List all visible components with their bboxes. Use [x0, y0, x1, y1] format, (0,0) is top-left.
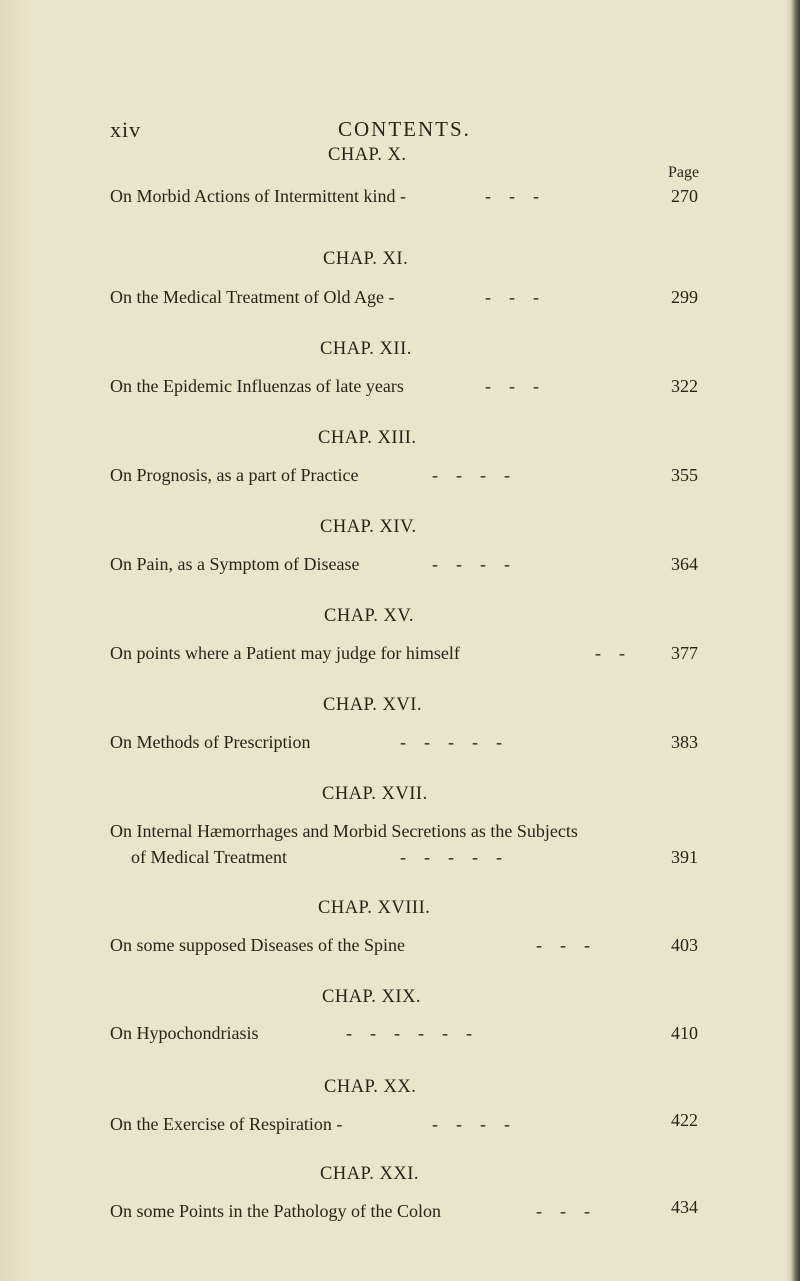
page-column-label: Page [668, 164, 700, 181]
page-number: 422 [671, 1110, 698, 1130]
leader-dashes: - - - [485, 186, 539, 206]
page-number: 410 [671, 1023, 698, 1043]
leader-dashes: - - - - [432, 1114, 510, 1134]
chapter-title: On some Points in the Pathology of the Colon [110, 1201, 441, 1221]
chapter-title: On Methods of Prescription [110, 732, 311, 752]
page-number: 377 [671, 643, 698, 663]
page-shadow [0, 0, 30, 1281]
leader-dashes: - - [595, 643, 625, 663]
leader-dashes: - - - [485, 376, 539, 396]
chapter-title: On Pain, as a Symptom of Disease [110, 554, 360, 574]
page-number: 299 [671, 287, 698, 307]
chapter-title: On Internal Hæmorrhages and Morbid Secretions as the Subjects [110, 821, 578, 841]
leader-dashes: - - - [485, 287, 539, 307]
chapter-title: On the Exercise of Respiration - [110, 1114, 343, 1134]
page-number: 383 [671, 732, 698, 752]
page-title: CONTENTS. [338, 117, 471, 141]
page-number: 355 [671, 465, 698, 485]
leader-dashes: - - - - [432, 465, 510, 485]
leader-dashes: - - - - [432, 554, 510, 574]
book-gutter [786, 0, 800, 1281]
page-number: 364 [671, 554, 698, 574]
page-number: 391 [671, 847, 698, 867]
chapter-title: On Hypochondriasis [110, 1023, 259, 1043]
leader-dashes: - - - - - [400, 847, 502, 867]
page-number: 322 [671, 376, 698, 396]
page-folio: xiv [110, 117, 142, 142]
chapter-title: On some supposed Diseases of the Spine [110, 935, 405, 955]
chapter-title: On points where a Patient may judge for himself [110, 643, 460, 663]
page-number: 270 [671, 186, 698, 206]
chapter-title: On the Medical Treatment of Old Age - [110, 287, 395, 307]
page-number: 403 [671, 935, 698, 955]
page-number: 434 [671, 1197, 698, 1217]
leader-dashes: - - - [536, 935, 590, 955]
chapter-title-continued: of Medical Treatment [131, 847, 287, 867]
chapter-title: On Prognosis, as a part of Practice [110, 465, 359, 485]
chapter-title: On the Epidemic Influenzas of late years [110, 376, 404, 396]
leader-dashes: - - - - - [400, 732, 502, 752]
leader-dashes: - - - - - - [346, 1023, 472, 1043]
chapter-title: On Morbid Actions of Intermittent kind - [110, 186, 406, 206]
leader-dashes: - - - [536, 1201, 590, 1221]
